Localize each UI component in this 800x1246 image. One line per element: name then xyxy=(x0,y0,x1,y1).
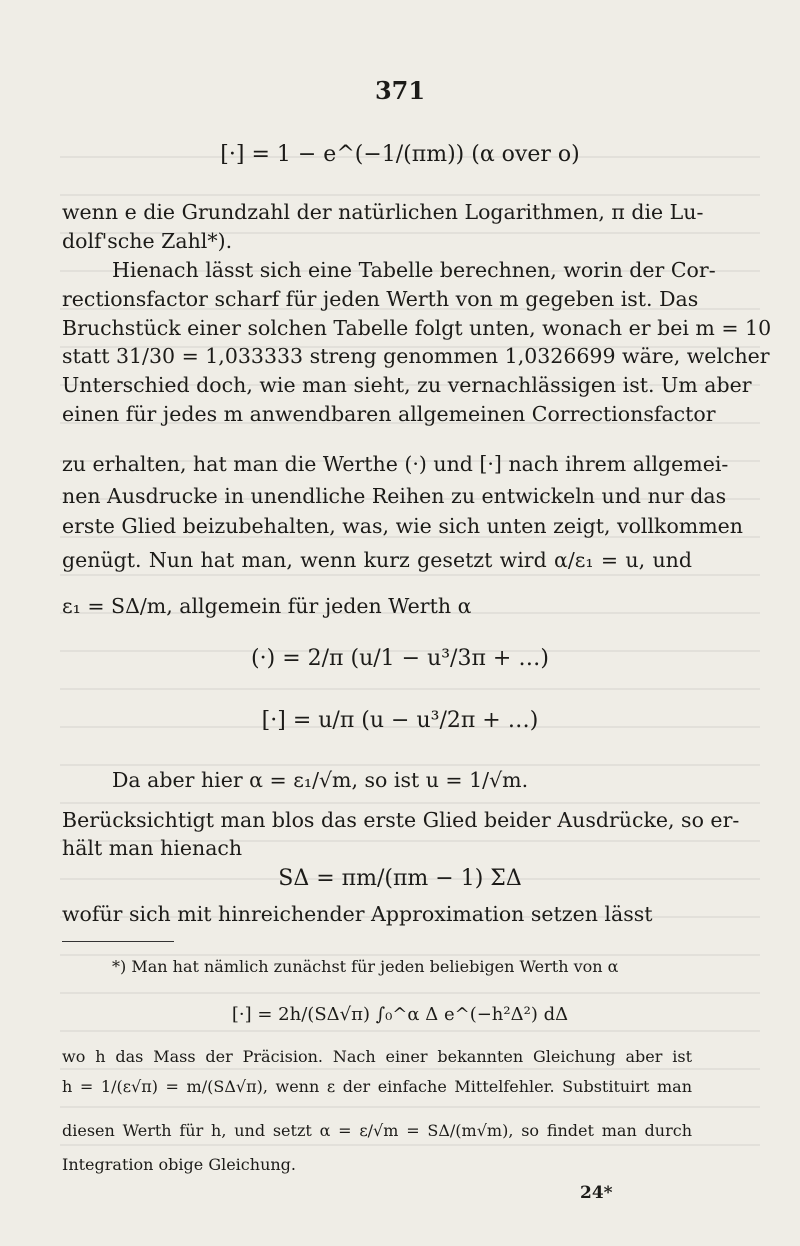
text-line: Bruchstück einer solchen Tabelle folgt unten, wonach er bei m = 10 xyxy=(62,316,772,340)
text-line: erste Glied beizubehalten, was, wie sich unten zeigt, vollkommen xyxy=(62,514,743,538)
footnote-line: diesen Werth für h, und setzt α = ε/√m = SΔ/(m√m), so findet man durch xyxy=(62,1121,692,1140)
text-line: ε₁ = SΔ/m, allgemein für jeden Werth α xyxy=(62,594,472,618)
text-line: Unterschied doch, wie man sieht, zu vernachlässigen ist. Um aber xyxy=(62,373,752,397)
footnote-line: *) Man hat nämlich zunächst für jeden beliebigen Werth von α xyxy=(112,957,619,976)
formula-top: [·] = 1 − e^(−1/(πm)) (α over o) xyxy=(220,142,580,167)
formula-round: (·) = 2/π (u/1 − u³/3π + …) xyxy=(251,646,549,671)
footnote-line: h = 1/(ε√π) = m/(SΔ√π), wenn ε der einfache Mittelfehler. Substituirt man xyxy=(62,1077,692,1096)
footnote-rule xyxy=(62,941,174,942)
formula-square: [·] = u/π (u − u³/2π + …) xyxy=(261,708,539,733)
text-line: wofür sich mit hinreichender Approximation setzen lässt xyxy=(62,902,653,926)
text-line: Da aber hier α = ε₁/√m, so ist u = 1/√m. xyxy=(112,768,529,792)
text-line: rectionsfactor scharf für jeden Werth von m gegeben ist. Das xyxy=(62,287,699,311)
text-line: wenn e die Grundzahl der natürlichen Logarithmen, π die Lu- xyxy=(62,200,704,224)
text-line: hält man hienach xyxy=(62,836,243,860)
page-number: 371 xyxy=(374,76,426,105)
text-line: Berücksichtigt man blos das erste Glied beider Ausdrücke, so er- xyxy=(62,808,740,832)
signature-mark: 24* xyxy=(580,1183,613,1203)
text-line: nen Ausdrucke in unendliche Reihen zu entwickeln und nur das xyxy=(62,484,727,508)
text-line: zu erhalten, hat man die Werthe (·) und [·] nach ihrem allgemei- xyxy=(62,452,729,476)
text-line: einen für jedes m anwendbaren allgemeinen Correctionsfactor xyxy=(62,402,716,426)
text-line: genügt. Nun hat man, wenn kurz gesetzt wird α/ε₁ = u, und xyxy=(62,548,692,572)
text-line: Hienach lässt sich eine Tabelle berechnen, worin der Cor- xyxy=(112,258,716,282)
formula-s-delta: SΔ = πm/(πm − 1) ΣΔ xyxy=(278,866,522,891)
footnote-formula: [·] = 2h/(SΔ√π) ∫₀^α Δ e^(−h²Δ²) dΔ xyxy=(231,1004,569,1025)
text-line: statt 31/30 = 1,033333 streng genommen 1,0326699 wäre, welcher xyxy=(62,344,770,368)
text-line: dolf'sche Zahl*). xyxy=(62,229,233,253)
footnote-line: Integration obige Gleichung. xyxy=(62,1155,296,1174)
footnote-line: wo h das Mass der Präcision. Nach einer bekannten Gleichung aber ist xyxy=(62,1047,692,1066)
